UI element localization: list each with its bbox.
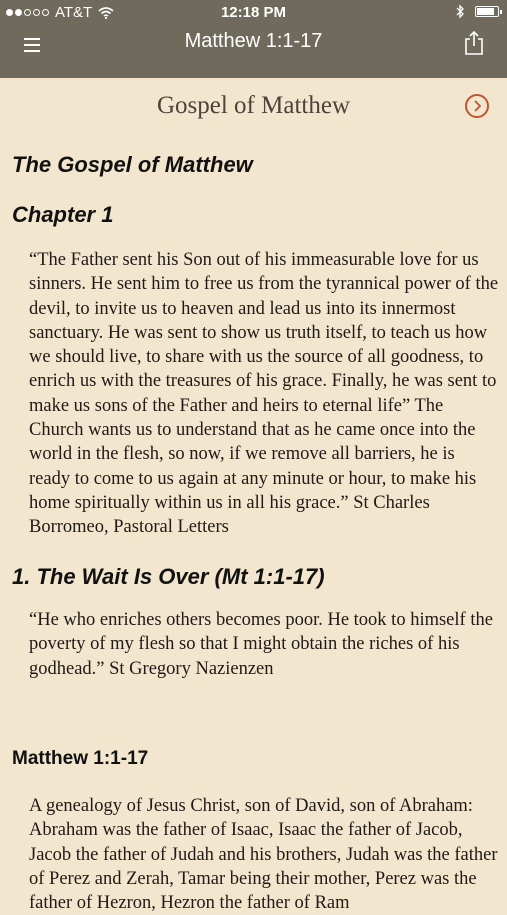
scripture-text: A genealogy of Jesus Christ, son of David, son of Abraham: Abraham was the father of Isaac, Isaac the father of Jacob, Jacob the father of Judah and his brothers, Judah was the father of Perez and Zerah, Tamar being their mother, Perez was the father of Hezron, Hezron the father of Ram [29,796,498,914]
reading-content[interactable] [0,78,507,914]
gospel-heading: The Gospel of Matthew [12,152,253,177]
bluetooth-icon [456,4,465,19]
book-title: Gospel of Matthew [156,92,351,119]
status-bar [0,0,507,26]
carrier-name: AT&T [55,4,93,21]
status-right [456,4,499,19]
chevron-right-icon [473,100,483,112]
battery-level [477,8,494,15]
share-button[interactable] [463,30,485,56]
section-quote: “He who enriches others becomes poor. He took to himself the poverty of my flesh so that I might obtain the riches of his godhead.” St Gregory Nazienzen [29,610,493,679]
section-heading: 1. The Wait Is Over (Mt 1:1-17) [12,564,325,589]
navigation-bar [0,26,507,78]
scripture-reference: Matthew 1:1-17 [12,748,149,769]
share-icon [463,30,485,56]
chapter-heading: Chapter 1 [12,202,114,227]
battery-icon [475,6,499,17]
nav-title: Matthew 1:1-17 [184,30,323,52]
next-chapter-button[interactable] [465,94,489,118]
status-time: 12:18 PM [220,4,287,21]
intro-quote: “The Father sent his Son out of his immeasurable love for us sinners. He sent him to free us from the tyrannical power of the devil, to invite us to heaven and lead us into its innermost sanctuary. He was sent to show us truth itself, to teach us how we should live, to share with us the source of all goodness, to enrich us with the treasures of his grace. Finally, he was sent to make us sons of the Father and heirs to eternal life” The Church wants us to understand that as he came once into the world in the flesh, so now, if we remove all barriers, he is ready to come to us again at any minute or hour, to make his home spiritually within us in all his grace.” St Charles Borromeo, Pastoral Letters [29,250,499,538]
